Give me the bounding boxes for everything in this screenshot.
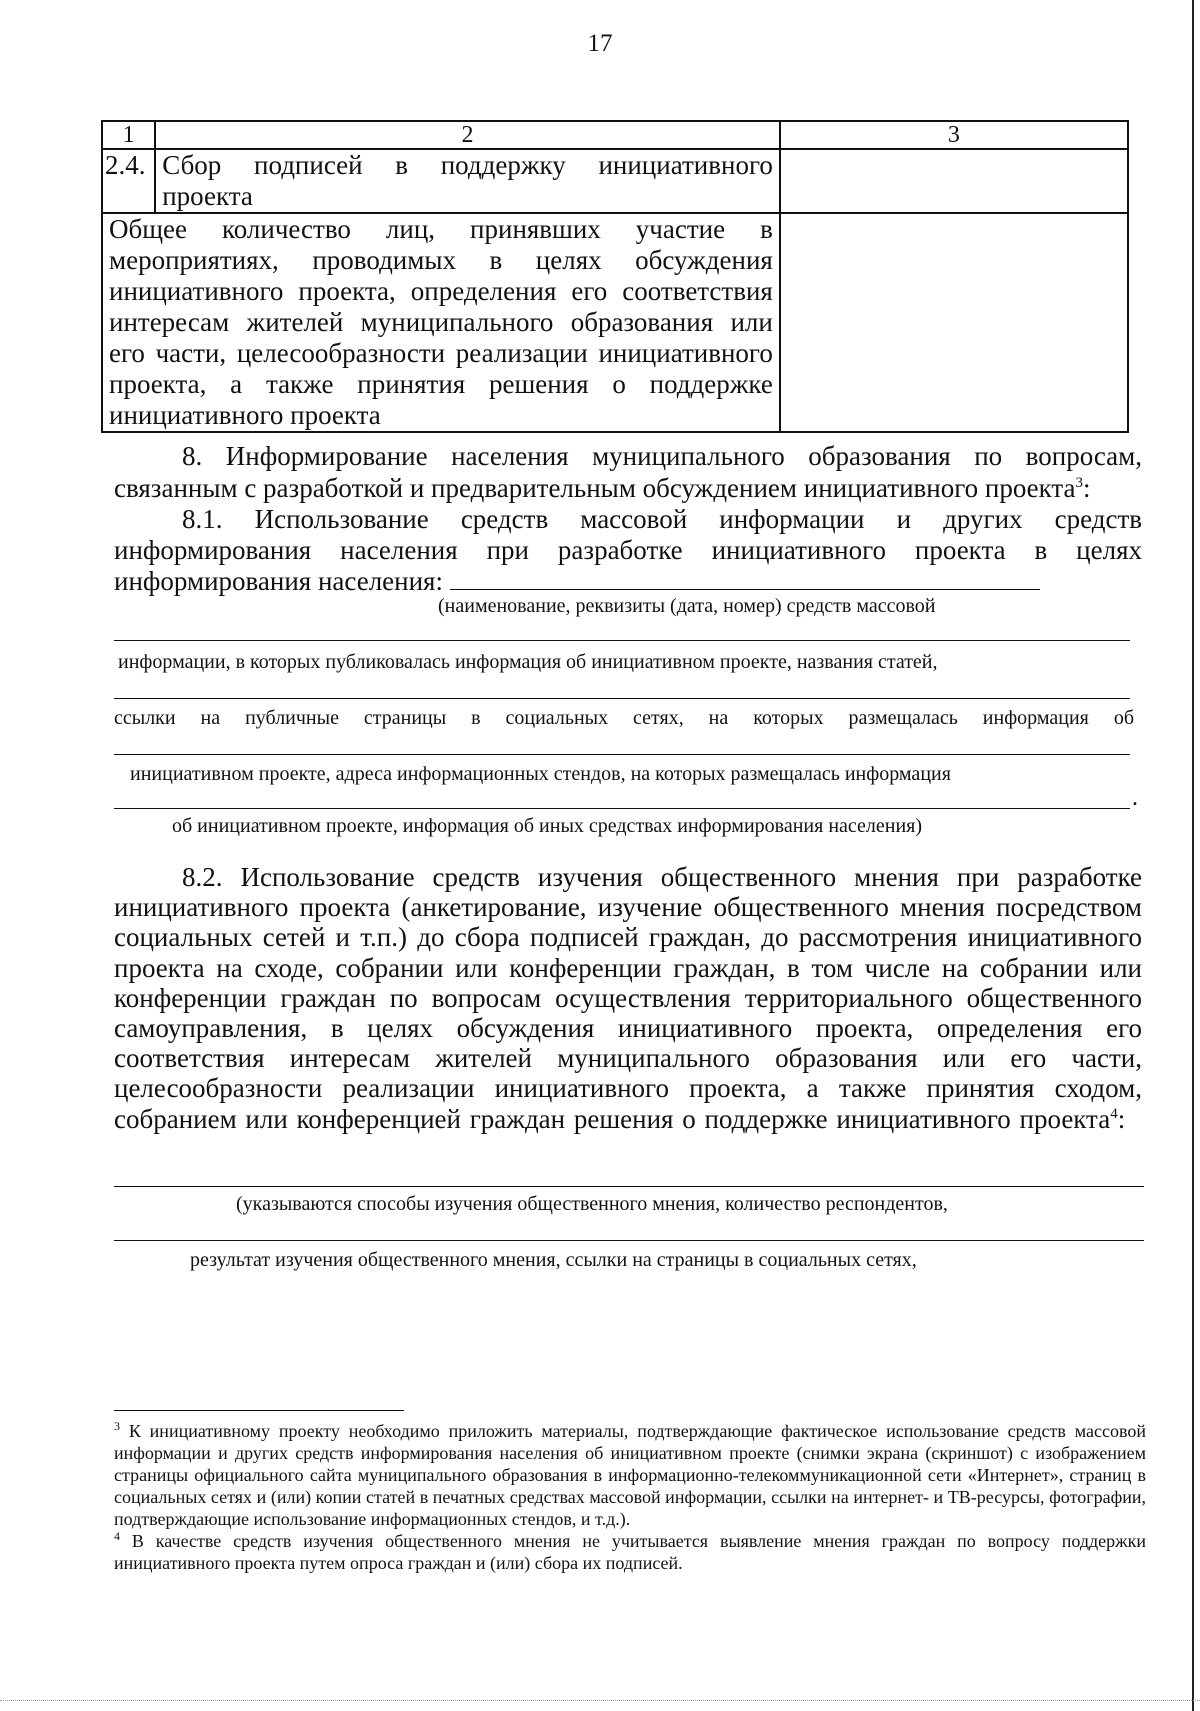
caption-line: результат изучения общественного мнения, ссылки на страницы в социальных сетях, — [190, 1249, 917, 1271]
fill-line — [114, 698, 1130, 699]
row-number-cell: 2.4. — [102, 149, 155, 213]
end-dot: . — [1132, 785, 1138, 811]
footnote-ref-4: 4 — [1110, 1105, 1118, 1122]
caption-line: инициативном проекте, адреса информационных стендов, на которых размещалась информация — [130, 763, 951, 785]
section-8-heading-tail: : — [1083, 473, 1091, 503]
scan-edge-line — [1192, 0, 1194, 1711]
table-header-cell: 3 — [780, 121, 1128, 149]
footnote-mark: 3 — [114, 1419, 120, 1433]
fill-line — [114, 1186, 1144, 1187]
table-header-cell: 1 — [102, 121, 155, 149]
footnote-text: В качестве средств изучения общественного мнения не учитывается выявление мнения граждан по вопросу поддержки инициативного проекта путем опроса граждан и (или) сбора их подписей. — [114, 1531, 1146, 1573]
fill-line — [114, 754, 1130, 755]
footnote-text: К инициативному проекту необходимо приложить материалы, подтверждающие фактическое использование средств массовой информации и других средств информирования населения об инициативном проекте (снимки экрана (скриншот) с изображением страницы официального сайта муниципального образования в информационно-телекоммуникационной сети «Интернет», страниц в социальных сетях и (или) копии статей в печатных средствах массовой информации, ссылки на интернет- и ТВ-ресурсы, фотографии, подтверждающие использование информационных стендов, и т.д.). — [114, 1421, 1146, 1529]
fill-line — [114, 808, 1130, 809]
paragraph-8-1-text: 8.1. Использование средств массовой информации и других средств информирования населения при разработке инициативного проекта в целях информирования населения: — [114, 504, 1142, 596]
caption-line: об инициативном проекте, информация об иных средствах информирования населения) — [172, 815, 923, 837]
table-row — [102, 149, 1128, 213]
table-header-cell: 2 — [155, 121, 780, 149]
page-number: 17 — [587, 30, 613, 57]
footnote-mark: 4 — [114, 1529, 120, 1543]
paragraph-8-1 — [114, 504, 1142, 597]
fill-line — [114, 1240, 1144, 1241]
row-title-cell: Сбор подписей в поддержку инициативного проекта — [155, 149, 780, 213]
footnote-separator — [114, 1410, 404, 1411]
footnote-4 — [114, 1530, 1146, 1574]
footnote-3 — [114, 1420, 1146, 1530]
footnote-ref-3: 3 — [1075, 475, 1084, 491]
value-cell-empty — [780, 213, 1128, 432]
caption-line: ссылки на публичные страницы в социальных сетях, на которых размещалась информация об — [114, 707, 1134, 729]
paragraph-8-2-tail: : — [1117, 1103, 1126, 1134]
caption-line: (указываются способы изучения общественного мнения, количество респондентов, — [236, 1193, 948, 1215]
initiative-table — [101, 120, 1129, 433]
paragraph-8-2-text: 8.2. Использование средств изучения общественного мнения при разработке инициативного проекта (анкетирование, изучение общественного мнения посредством социальных сетей и т.п.) до сбора подписей граждан, до рассмотрения инициативного проекта на сходе, собрании или конференции граждан, в том числе на собрании или конференции граждан по вопросам осуществления территориального общественного самоуправления, в целях обсуждения инициативного проекта, определения его соответствия интересам жителей муниципального образования или его части, целесообразности реализации инициативного проекта, а также принятия сходом, собранием или конференцией граждан решения о поддержке инициативного проекта — [114, 862, 1142, 1134]
value-cell-empty — [780, 149, 1128, 213]
section-8-heading-text: 8. Информирование населения муниципального образования по вопросам, связанным с разработкой и предварительным обсуждением инициативного проекта — [114, 441, 1142, 503]
table-row — [102, 213, 1128, 432]
scan-bottom-edge — [0, 1700, 1200, 1702]
caption-line: (наименование, реквизиты (дата, номер) средств массовой — [438, 595, 936, 617]
caption-line: информации, в которых публиковалась информация об инициативном проекте, названия статей, — [118, 651, 938, 673]
fill-line — [114, 640, 1130, 641]
summary-cell: Общее количество лиц, принявших участие в мероприятиях, проводимых в целях обсуждения инициативного проекта, определения его соответствия интересам жителей муниципального образования или его части, целесообразности реализации инициативного проекта, а также принятия решения о поддержке инициативного проекта — [102, 213, 780, 432]
paragraph-8-2 — [114, 862, 1142, 1134]
section-8-heading — [114, 440, 1142, 504]
table-header-row — [102, 121, 1128, 149]
fill-line — [450, 589, 1040, 590]
footnotes — [114, 1420, 1146, 1574]
